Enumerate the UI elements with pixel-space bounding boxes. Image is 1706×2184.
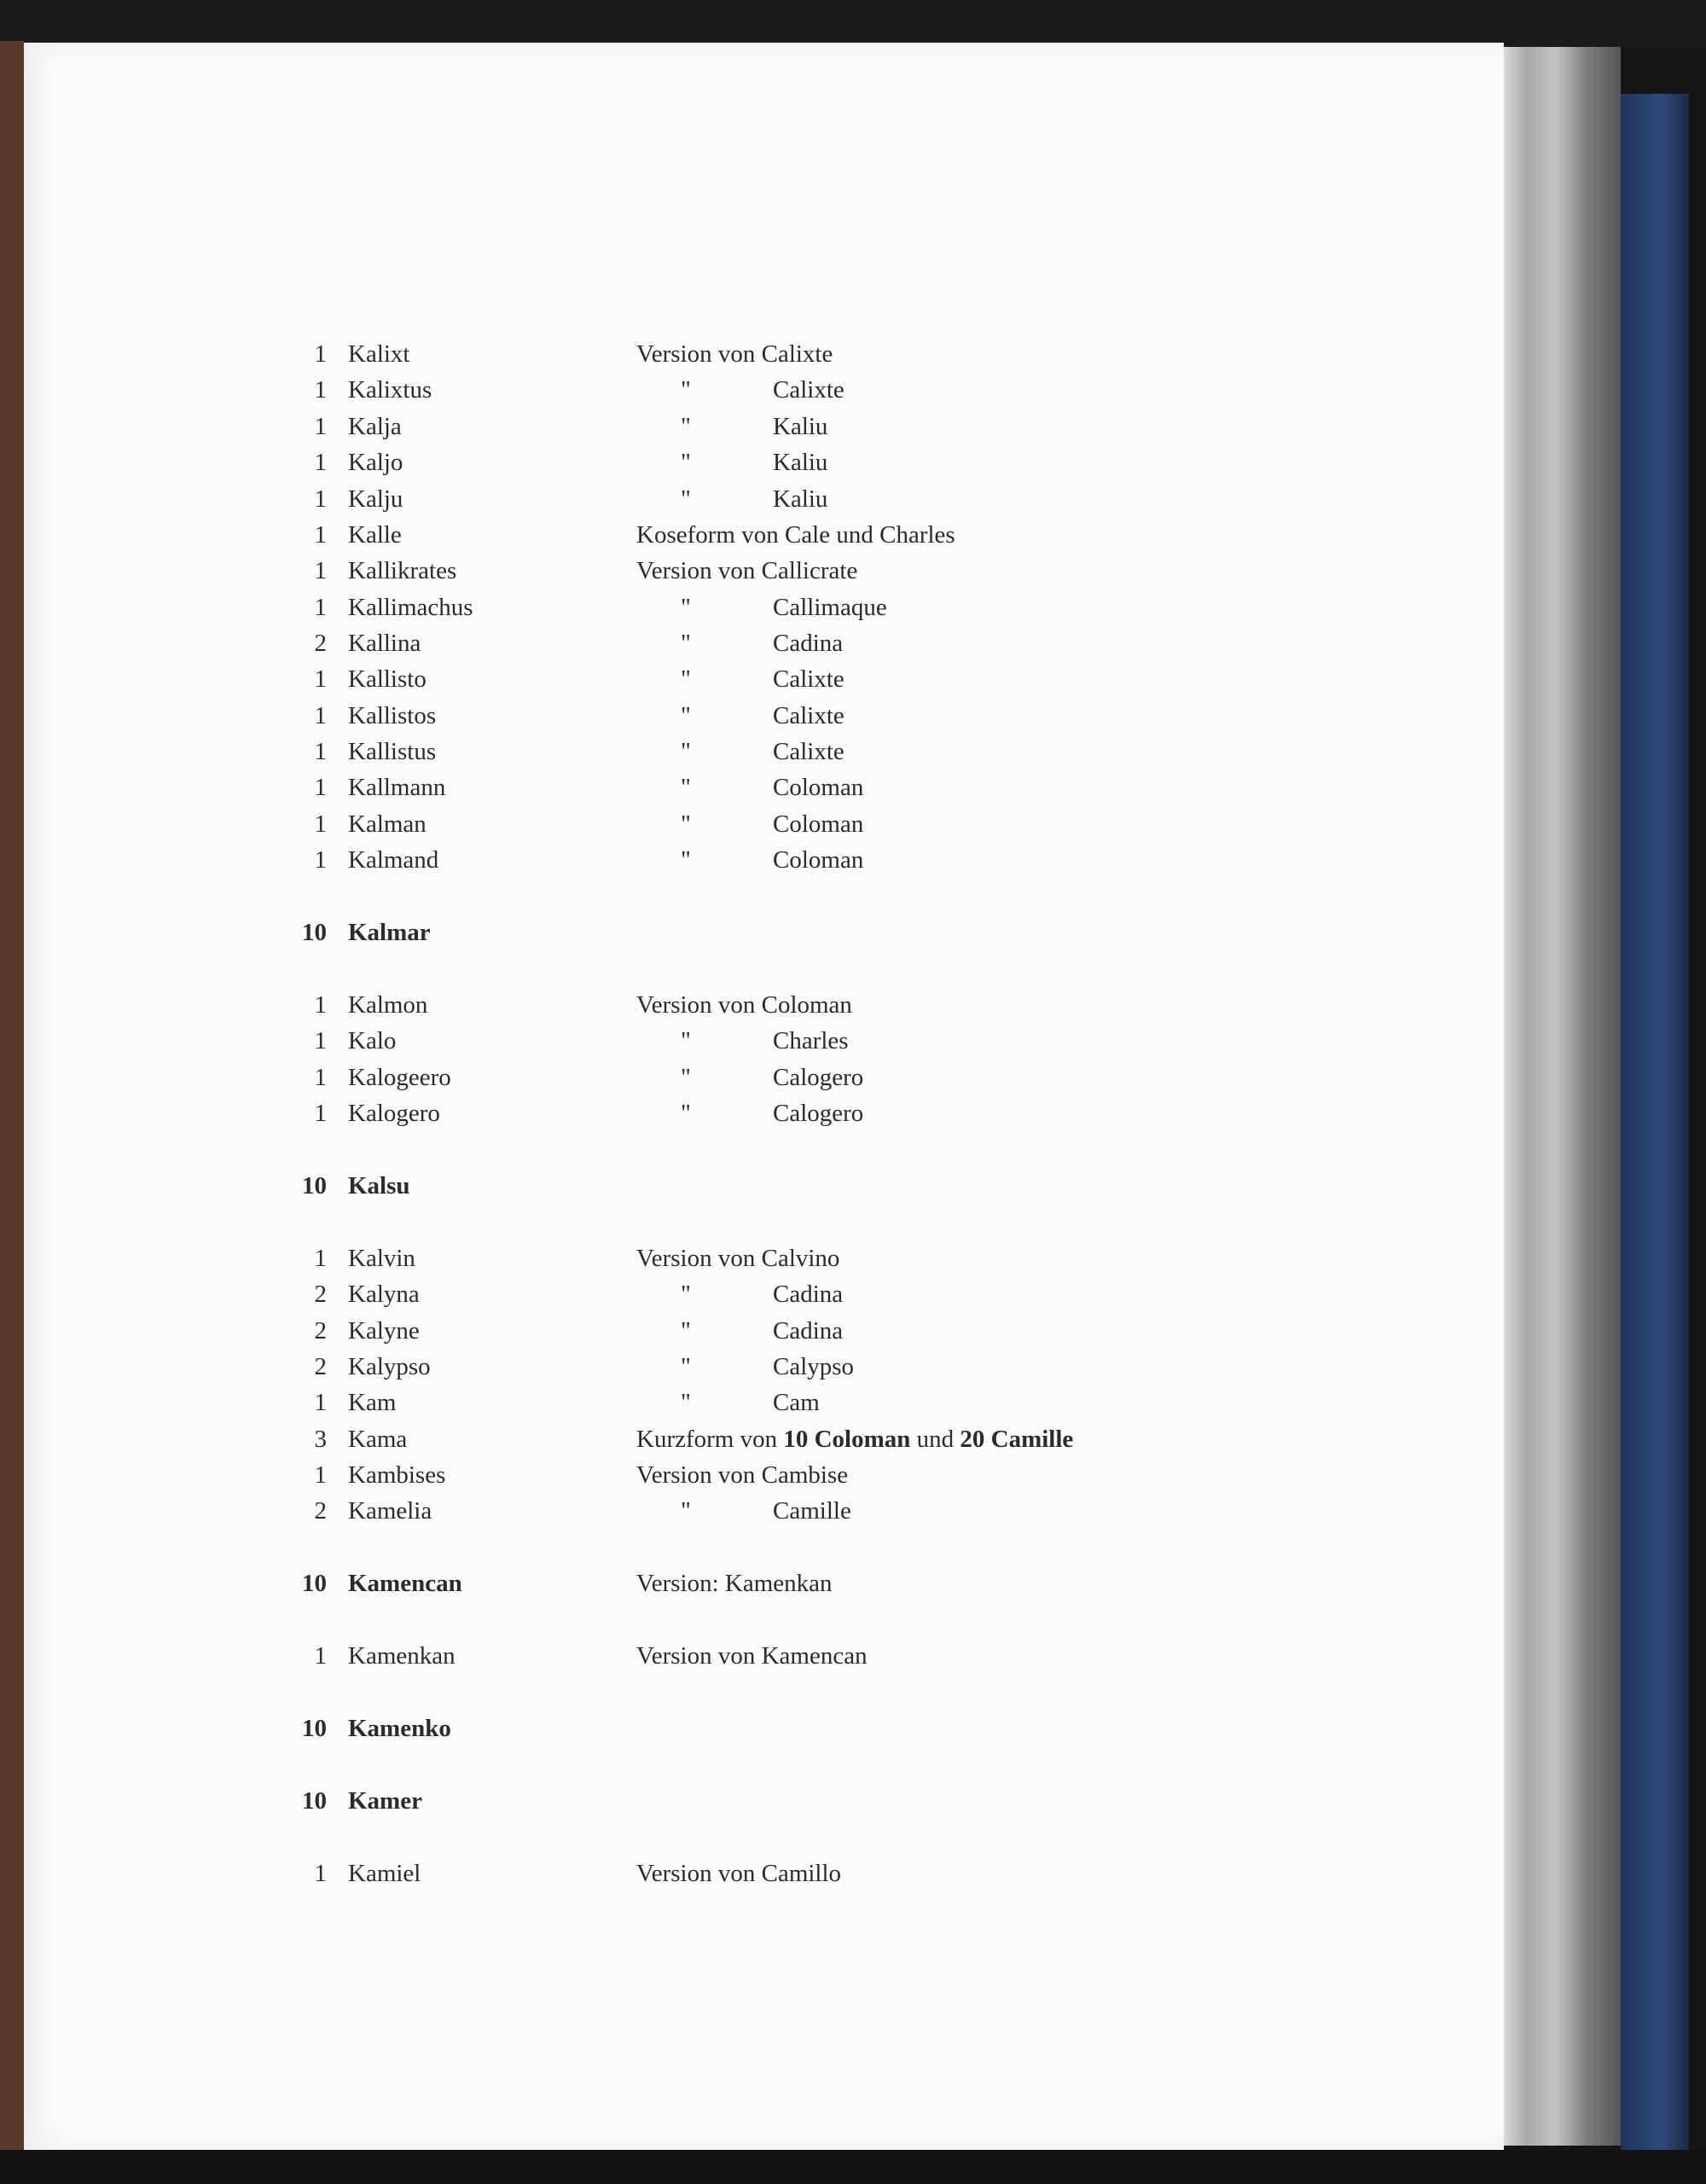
entry-name: Kalvin (348, 1245, 415, 1272)
entry-count: 2 (314, 1353, 327, 1380)
list-item (24, 1314, 1504, 1348)
entry-name: Kallisto (348, 665, 426, 693)
list-item (24, 1024, 1504, 1058)
list-item (24, 626, 1504, 660)
entry-count: 1 (314, 1461, 327, 1489)
entry-reference: Calixte (773, 738, 844, 765)
entry-count: 1 (314, 702, 327, 729)
entry-count: 1 (314, 449, 327, 476)
list-item (24, 590, 1504, 624)
entry-count: 1 (314, 1027, 327, 1054)
entry-name: Kamer (348, 1787, 422, 1815)
ditto-mark: " (681, 376, 691, 404)
ditto-mark: " (681, 413, 691, 440)
entry-count: 1 (314, 665, 327, 693)
entry-reference: Coloman (773, 810, 864, 838)
list-item (24, 770, 1504, 804)
entry-count: 2 (314, 1281, 327, 1308)
entry-name: Kallistus (348, 738, 437, 765)
ditto-mark: " (681, 1064, 691, 1091)
ditto-mark: " (681, 702, 691, 729)
entry-count: 1 (314, 557, 327, 584)
entry-reference: Kaliu (773, 413, 828, 440)
entry-name: Kaljo (348, 449, 403, 476)
entry-count: 1 (314, 521, 327, 549)
list-item (24, 662, 1504, 696)
entry-count: 1 (314, 1100, 327, 1127)
entry-count: 1 (314, 991, 327, 1019)
entry-description: Version von Kamencan (636, 1642, 868, 1670)
ditto-mark: " (681, 1353, 691, 1380)
list-item (24, 699, 1504, 733)
entry-count: 3 (314, 1426, 327, 1453)
list-item (24, 373, 1504, 407)
entry-count: 1 (314, 1389, 327, 1416)
entry-description: Version von Coloman (636, 991, 852, 1019)
entry-text: Kurzform von (636, 1426, 784, 1453)
entry-name: Kam (348, 1389, 397, 1416)
ditto-mark: " (681, 1389, 691, 1416)
list-item (24, 410, 1504, 444)
entry-name: Kalogero (348, 1100, 440, 1127)
entry-count: 10 (302, 1570, 327, 1597)
ditto-mark: " (681, 665, 691, 693)
entry-description (636, 1422, 1073, 1456)
entry-description: Koseform von Cale und Charles (636, 521, 955, 549)
entry-count: 1 (314, 376, 327, 404)
list-item (24, 1856, 1504, 1891)
list-item (24, 1096, 1504, 1130)
entry-name: Kallikrates (348, 557, 457, 584)
entry-name: Kalo (348, 1027, 397, 1054)
entry-count: 1 (314, 594, 327, 621)
list-item (24, 807, 1504, 841)
entry-name: Kalixt (348, 340, 410, 368)
book-left-edge (0, 41, 24, 2165)
entry-count: 1 (314, 1064, 327, 1091)
background-top (0, 0, 1706, 47)
entry-name: Kallmann (348, 774, 446, 801)
page-stack-edge (1504, 47, 1621, 2146)
entry-name: Kamencan (348, 1570, 462, 1597)
entry-count: 2 (314, 1317, 327, 1345)
book-page (24, 43, 1504, 2150)
entry-name: Kalogeero (348, 1064, 451, 1091)
entry-count: 10 (302, 1787, 327, 1815)
ditto-mark: " (681, 1317, 691, 1345)
list-item (24, 445, 1504, 479)
ditto-mark: " (681, 1100, 691, 1127)
list-item (24, 843, 1504, 877)
list-item (24, 554, 1504, 588)
ditto-mark: " (681, 630, 691, 657)
list-item (24, 1494, 1504, 1528)
book-cover-edge (1621, 94, 1689, 2158)
entry-reference: Calogero (773, 1100, 864, 1127)
entry-description: Version von Cambise (636, 1461, 849, 1489)
list-item (24, 1639, 1504, 1673)
entry-count: 1 (314, 340, 327, 368)
entry-count: 2 (314, 1497, 327, 1525)
entry-reference: Charles (773, 1027, 849, 1054)
ditto-mark: " (681, 485, 691, 513)
ditto-mark: " (681, 449, 691, 476)
ditto-mark: " (681, 774, 691, 801)
list-item (24, 988, 1504, 1022)
list-item (24, 1277, 1504, 1311)
list-item (24, 1385, 1504, 1420)
entry-count: 1 (314, 810, 327, 838)
entry-count: 1 (314, 1860, 327, 1887)
entry-reference: Camille (773, 1497, 851, 1525)
entry-count: 10 (302, 1172, 327, 1199)
entry-reference: Calypso (773, 1353, 855, 1380)
ditto-mark: " (681, 738, 691, 765)
entry-reference: Cadina (773, 1281, 844, 1308)
entry-name: Kamelia (348, 1497, 432, 1525)
ditto-mark: " (681, 1027, 691, 1054)
entry-name: Kalju (348, 485, 403, 513)
entry-count: 1 (314, 846, 327, 874)
entry-reference: Kaliu (773, 449, 828, 476)
list-item (24, 1711, 1504, 1745)
entry-description: Version von Camillo (636, 1860, 842, 1887)
list-item (24, 735, 1504, 769)
entry-name: Kalsu (348, 1172, 410, 1199)
entry-name: Kalle (348, 521, 402, 549)
entry-name: Kalmon (348, 991, 428, 1019)
ditto-mark: " (681, 1281, 691, 1308)
entry-reference: Callimaque (773, 594, 887, 621)
entry-text: und (910, 1426, 960, 1453)
entry-reference: Calogero (773, 1064, 864, 1091)
ditto-mark: " (681, 846, 691, 874)
entry-name: Kalmar (348, 919, 431, 946)
entry-count: 10 (302, 1715, 327, 1742)
list-item (24, 337, 1504, 371)
entry-name: Kalja (348, 413, 402, 440)
entry-description: Version von Calvino (636, 1245, 840, 1272)
entry-name: Kalixtus (348, 376, 432, 404)
entry-reference: Calixte (773, 702, 844, 729)
list-item (24, 518, 1504, 552)
entry-description: Version von Callicrate (636, 557, 858, 584)
entry-count: 1 (314, 774, 327, 801)
entry-reference: Calixte (773, 665, 844, 693)
list-item (24, 1060, 1504, 1095)
entry-name: Kamenkan (348, 1642, 456, 1670)
entry-reference: Calixte (773, 376, 844, 404)
entry-name: Kambises (348, 1461, 446, 1489)
entry-description: Version: Kamenkan (636, 1570, 833, 1597)
entry-name: Kallina (348, 630, 421, 657)
entry-count: 1 (314, 1245, 327, 1272)
ditto-mark: " (681, 594, 691, 621)
list-item (24, 1422, 1504, 1456)
list-item (24, 1350, 1504, 1384)
entry-count: 1 (314, 1642, 327, 1670)
ditto-mark: " (681, 1497, 691, 1525)
entry-reference: 10 Coloman (783, 1426, 911, 1453)
entry-name: Kalmand (348, 846, 439, 874)
entry-reference: 20 Camille (960, 1426, 1074, 1453)
entry-name: Kamiel (348, 1860, 421, 1887)
entry-count: 10 (302, 919, 327, 946)
list-item (24, 1784, 1504, 1818)
entry-name: Kalman (348, 810, 426, 838)
entry-reference: Cadina (773, 1317, 844, 1345)
entry-name: Kallistos (348, 702, 437, 729)
entry-count: 1 (314, 485, 327, 513)
background-bottom (0, 2150, 1706, 2184)
entry-reference: Cadina (773, 630, 844, 657)
entry-count: 1 (314, 413, 327, 440)
entry-reference: Cam (773, 1389, 820, 1416)
entry-reference: Coloman (773, 774, 864, 801)
list-item (24, 915, 1504, 950)
list-item (24, 1241, 1504, 1275)
entry-reference: Coloman (773, 846, 864, 874)
entry-name: Kalypso (348, 1353, 431, 1380)
entry-name: Kalyne (348, 1317, 420, 1345)
entry-reference: Kaliu (773, 485, 828, 513)
list-item (24, 1458, 1504, 1492)
ditto-mark: " (681, 810, 691, 838)
list-item (24, 482, 1504, 516)
list-item (24, 1566, 1504, 1600)
entry-name: Kama (348, 1426, 408, 1453)
entry-name: Kallimachus (348, 594, 473, 621)
entry-name: Kalyna (348, 1281, 420, 1308)
entry-description: Version von Calixte (636, 340, 833, 368)
entry-name: Kamenko (348, 1715, 451, 1742)
entry-count: 1 (314, 738, 327, 765)
list-item (24, 1169, 1504, 1203)
entry-count: 2 (314, 630, 327, 657)
